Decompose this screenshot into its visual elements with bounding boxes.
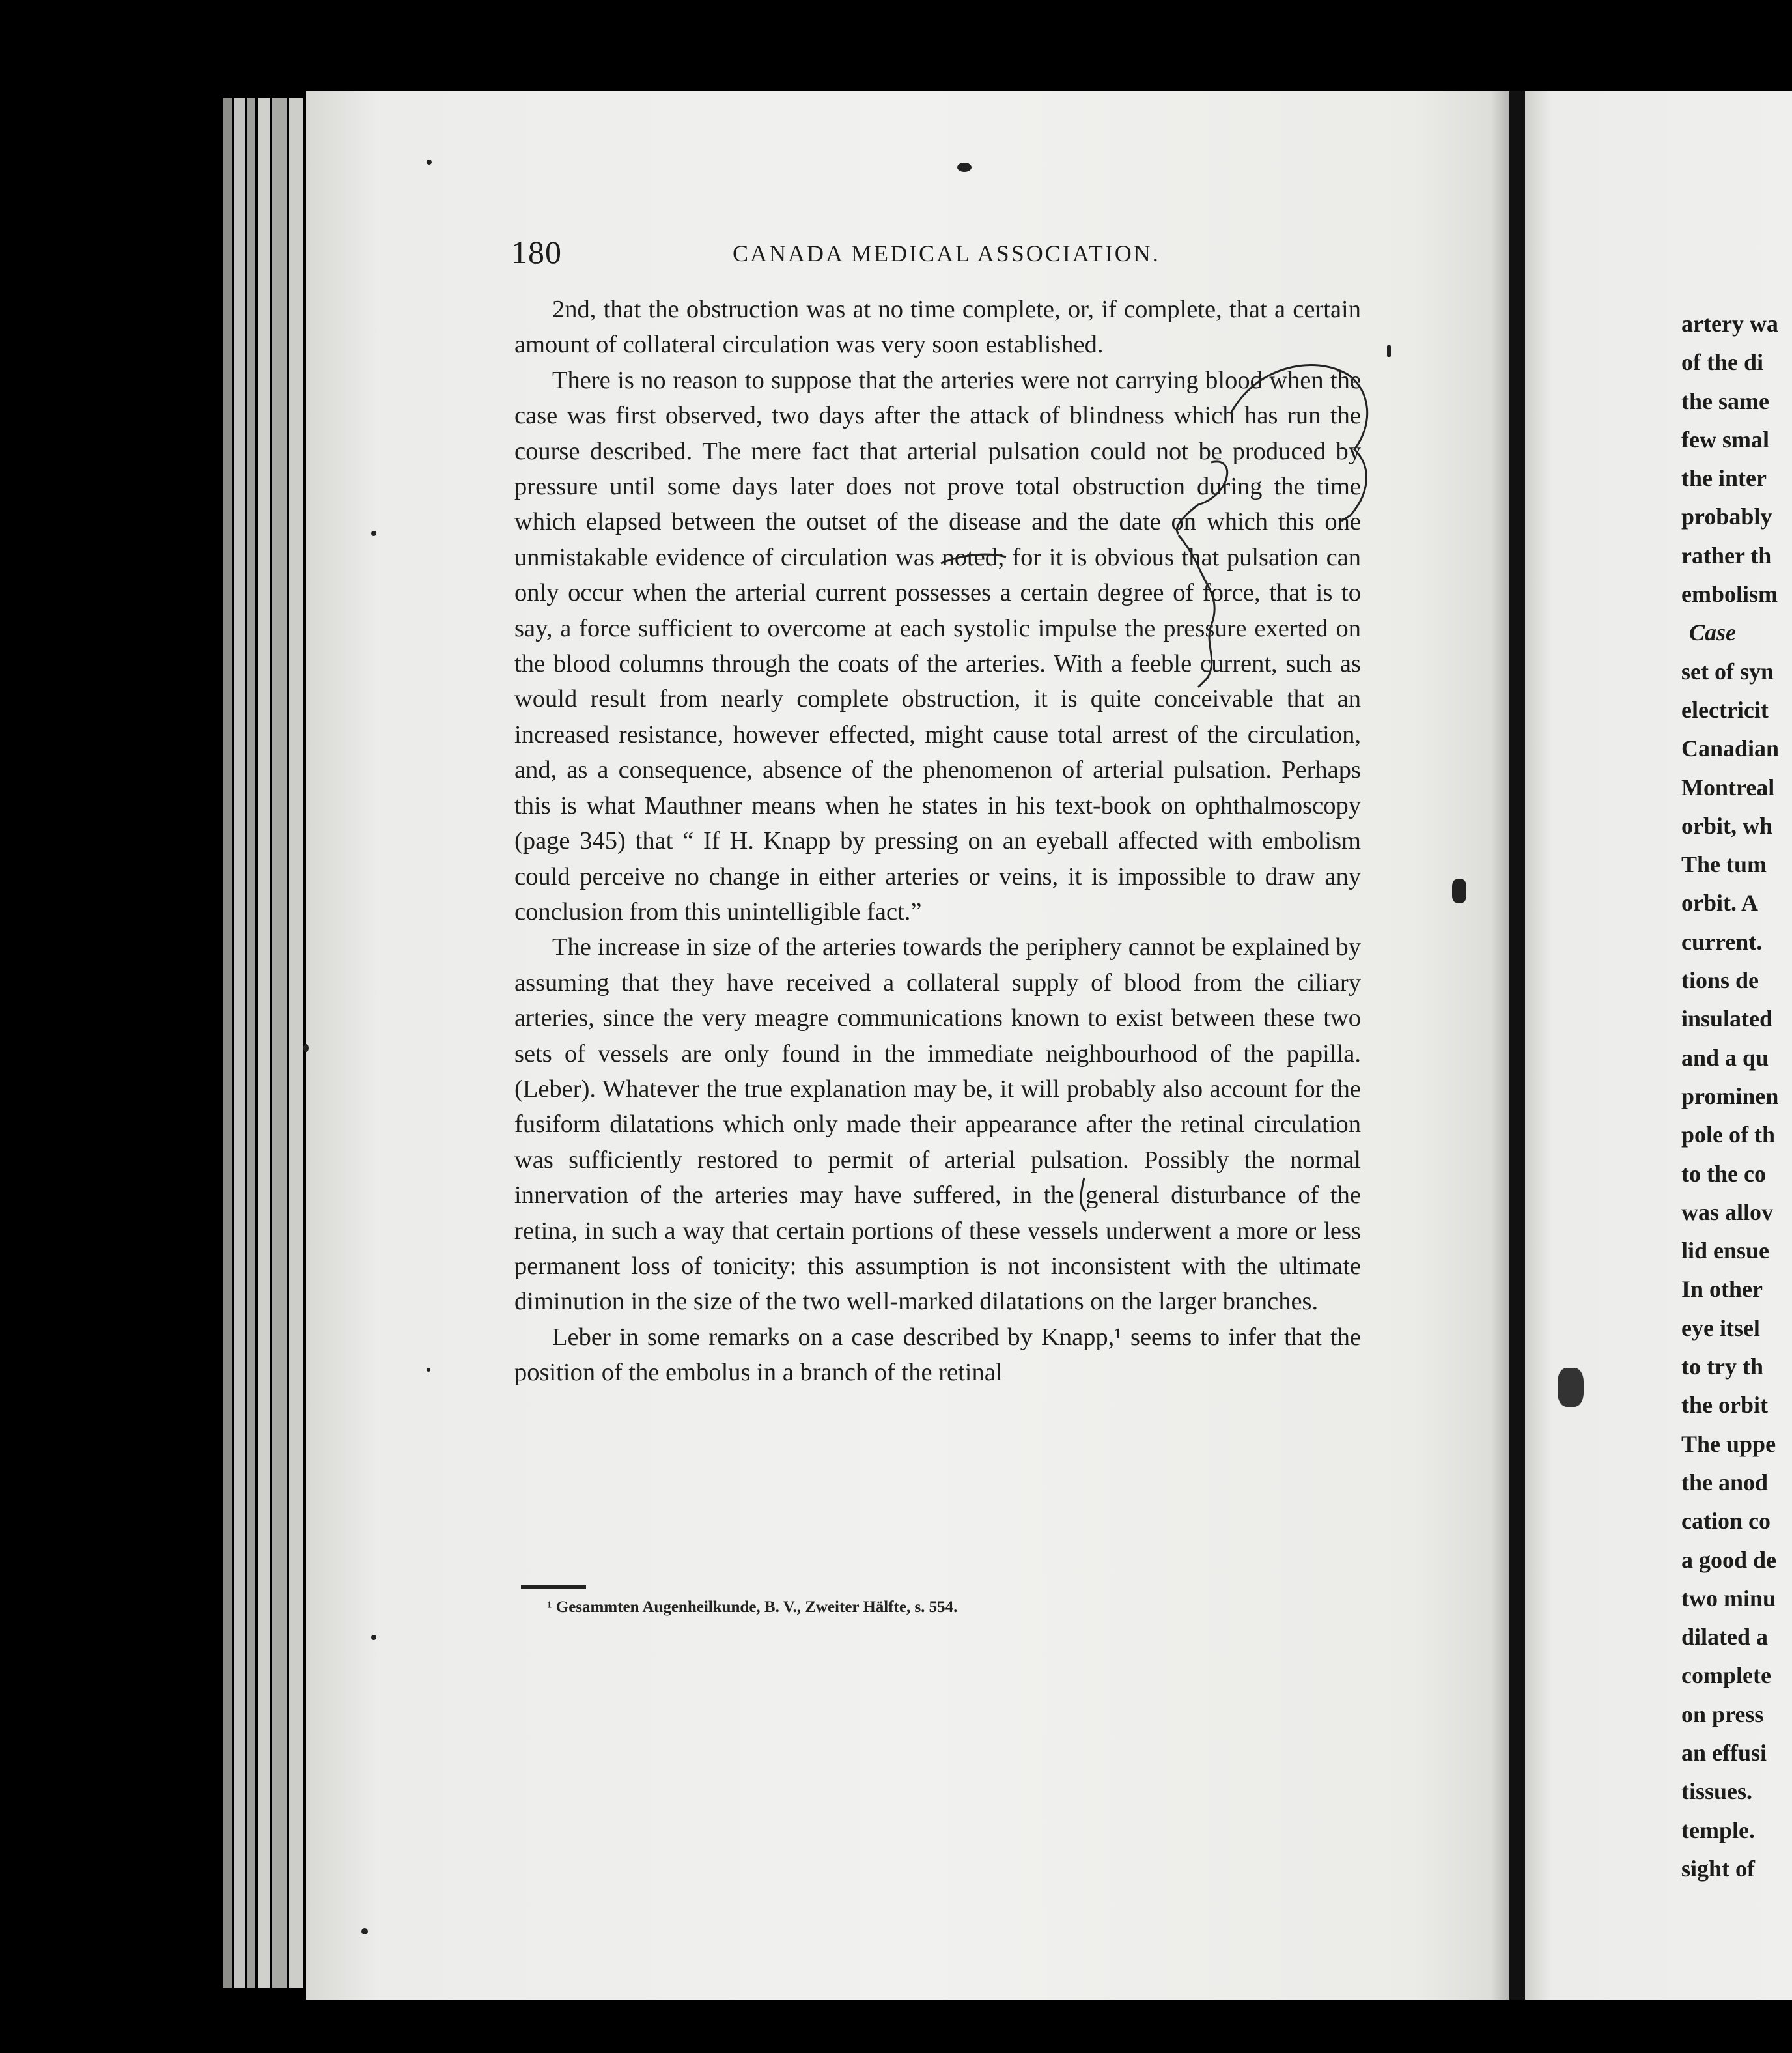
right-page-line: orbit. A xyxy=(1681,890,1759,916)
right-page-line: lid ensue xyxy=(1681,1238,1770,1264)
book-edge xyxy=(234,98,245,1988)
page-number: 180 xyxy=(511,234,562,270)
right-page-line: two minu xyxy=(1681,1585,1776,1611)
speck xyxy=(1387,345,1391,357)
right-page-line: complete xyxy=(1681,1662,1771,1689)
right-page-line: Case xyxy=(1689,619,1736,646)
paragraph: The increase in size of the arteries towards the periphery cannot be explained by assuming that they have received a collateral supply of blood from the ciliary arteries, since the very meagre communications known to exist between these two sets of vessels are only found in the immediate neighbourhood of the papilla. (Leber). Whatever the true explanation may be, it will probably also account for the fusiform dilatations which only made their appearance after the retinal circulation was sufficiently restored to permit of arterial pulsation. Possibly the normal innervation of the arteries may have suffered, in the general disturbance of the retina, in such a way that certain portions of these vessels underwent a more or less permanent loss of tonicity: this assumption is not inconsistent with the ultimate diminution in the size of the two well-marked dilatations on the larger branches. xyxy=(514,933,1361,1316)
right-page-line: of the di xyxy=(1681,349,1763,376)
right-page-line: few smal xyxy=(1681,426,1769,453)
right-page-line: tions de xyxy=(1681,967,1759,994)
journal-title: CANADA MEDICAL ASSOCIATION. xyxy=(733,240,1160,266)
right-page-line: an effusi xyxy=(1681,1739,1767,1766)
speck xyxy=(427,1368,430,1372)
book-edge xyxy=(289,98,303,1988)
right-page-line: orbit, wh xyxy=(1681,812,1773,839)
right-page-line: embolism xyxy=(1681,581,1778,608)
right-page-line: Canadian xyxy=(1681,735,1780,762)
right-page-line: set of syn xyxy=(1681,658,1774,685)
right-page-line: the orbit xyxy=(1681,1392,1768,1419)
right-page-line: artery wa xyxy=(1681,311,1778,337)
right-page-line: probably xyxy=(1681,503,1772,530)
book-edge xyxy=(258,98,270,1988)
right-page-line: electricit xyxy=(1681,696,1769,723)
paragraph: There is no reason to suppose that the arteries were not carrying blood when the case was first observed, two days after the attack of blindness which has run the course described. The mere fact that arterial pulsation could not be produced by pressure until some days later does not prove total obstruction during the time which elapsed between the outset of the disease and the date on which this one unmistakable evidence of circulation was noted; for it is obvious that pulsation can only occur when the arterial current possesses a certain degree of force, that is to say, a force sufficient to overcome at each systolic impulse the pressure exerted on the blood columns through the coats of the arteries. With a feeble current, such as would result from nearly complete obstruction, it is quite conceivable that an increased resistance, however effected, might cause total arrest of the circulation, and, as a consequence, absence of the phenomenon of arterial pulsation. Perhaps this is what Mauthner means when he states in his text-book on ophthalmoscopy (page 345) that “ If H. Knapp by pressing on an eyeball affected with embolism could perceive no change in either arteries or veins, it is impossible to draw any conclusion from this unintelligible fact.” xyxy=(514,366,1361,926)
right-page-line: The tum xyxy=(1681,851,1767,878)
book-gutter xyxy=(1509,91,1525,2000)
right-page-line: eye itsel xyxy=(1681,1314,1760,1341)
speck xyxy=(371,531,376,536)
paragraph: Leber in some remarks on a case described by Knapp,¹ seems to infer that the position of the embolus in a branch of the retinal xyxy=(514,1323,1361,1387)
right-page-line: tissues. xyxy=(1681,1778,1753,1805)
right-page-line: temple. xyxy=(1681,1817,1755,1843)
right-page-line: the same xyxy=(1681,388,1769,414)
right-page-line: a good de xyxy=(1681,1546,1777,1573)
footnote-rule xyxy=(521,1585,586,1589)
right-page-line: the anod xyxy=(1681,1469,1769,1495)
body-text xyxy=(514,292,1361,1391)
running-head xyxy=(511,233,1358,279)
right-page-line: sight of xyxy=(1681,1855,1756,1882)
right-page-text xyxy=(1681,305,1792,1888)
speck xyxy=(1452,879,1466,903)
speck xyxy=(427,160,432,165)
book-edge xyxy=(272,98,287,1988)
speck xyxy=(303,1044,309,1052)
book-edge xyxy=(247,98,255,1988)
footnote: ¹ Gesammten Augenheilkunde, B. V., Zweiter Hälfte, s. 554. xyxy=(547,1598,958,1616)
right-page-line: current. xyxy=(1681,928,1763,955)
right-page-line: cation co xyxy=(1681,1508,1771,1535)
right-page-line: pole of th xyxy=(1681,1122,1775,1148)
right-page-line: prominen xyxy=(1681,1083,1779,1109)
right-page-line: on press xyxy=(1681,1701,1764,1727)
right-page-line: insulated xyxy=(1681,1006,1773,1032)
speck xyxy=(361,1928,368,1934)
speck xyxy=(1558,1368,1584,1407)
right-page-line: The uppe xyxy=(1681,1430,1776,1457)
paragraph: 2nd, that the obstruction was at no time complete, or, if complete, that a certain amount of collateral circulation was very soon established. xyxy=(514,296,1361,359)
right-page-line: the inter xyxy=(1681,465,1767,492)
right-page-line: rather th xyxy=(1681,542,1772,569)
speck xyxy=(957,163,972,172)
right-page-line: was allov xyxy=(1681,1198,1774,1225)
right-page-line: to try th xyxy=(1681,1353,1763,1380)
right-page-line: In other xyxy=(1681,1276,1763,1303)
right-page-line: to the co xyxy=(1681,1160,1766,1187)
right-page-line: and a qu xyxy=(1681,1044,1769,1071)
right-page-line: Montreal xyxy=(1681,774,1775,800)
book-edge xyxy=(223,98,232,1988)
right-page-line: dilated a xyxy=(1681,1624,1769,1650)
speck xyxy=(371,1635,376,1640)
gutter-shadow xyxy=(1491,91,1511,2000)
